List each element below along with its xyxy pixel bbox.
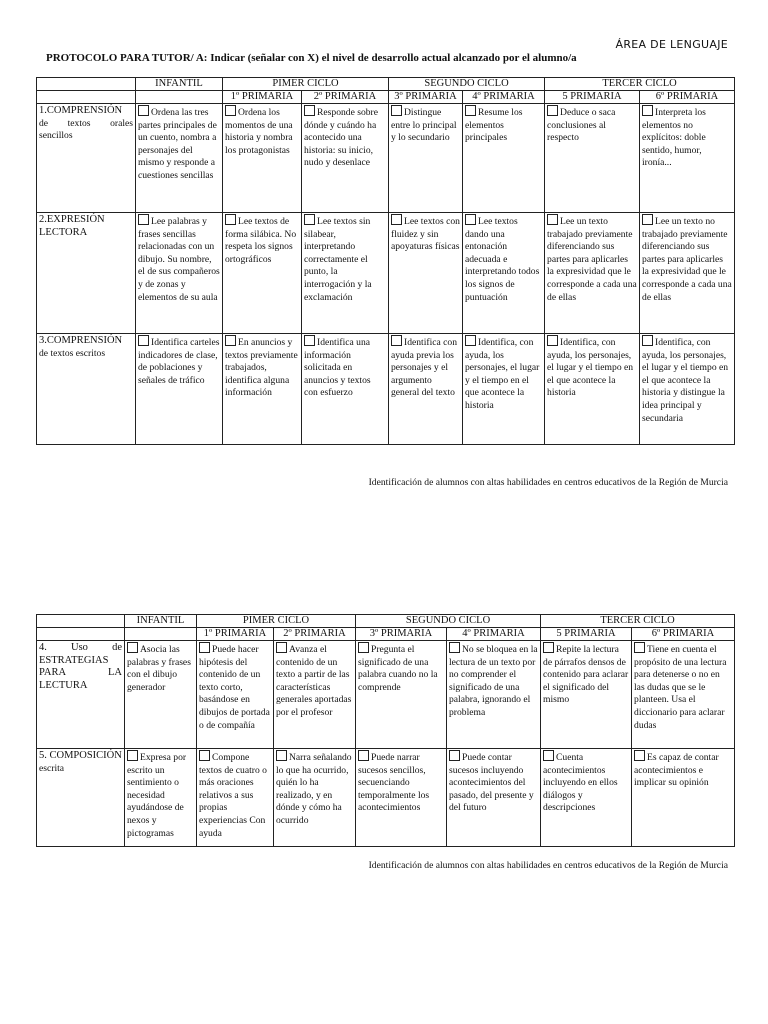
header-infantil: INFANTIL — [136, 78, 223, 91]
level-checkbox[interactable] — [543, 750, 554, 761]
header-1-primaria: 1º PRIMARIA — [197, 628, 274, 641]
level-checkbox[interactable] — [127, 642, 138, 653]
level-cell: Resume los elementos principales — [463, 104, 545, 213]
footer-note: Identificación de alumnos con altas habilidades en centros educativos de la Región de Murcia — [368, 860, 728, 871]
level-cell: Ordena los momentos de una historia y nombra los protagonistas — [223, 104, 302, 213]
level-cell: Lee un texto no trabajado previamente diferenciando sus partes para aplicarles la expresividad que le corresponde a cada una de ellas — [640, 213, 735, 334]
level-checkbox[interactable] — [547, 335, 558, 346]
level-checkbox[interactable] — [449, 642, 460, 653]
header-empty — [125, 628, 197, 641]
level-checkbox[interactable] — [199, 750, 210, 761]
table-row — [37, 213, 735, 334]
level-checkbox[interactable] — [391, 214, 402, 225]
header-2-primaria: 2º PRIMARIA — [274, 628, 356, 641]
level-cell: Deduce o saca conclusiones al respecto — [545, 104, 640, 213]
level-cell: Ordena las tres partes principales de un cuento, nombra a personajes del mismo y responde a cuestiones sencillas — [136, 104, 223, 213]
level-cell: Pregunta el significado de una palabra cuando no la comprende — [356, 641, 447, 749]
level-cell: Asocia las palabras y frases con el dibujo generador — [125, 641, 197, 749]
level-cell: Interpreta los elementos no explícitos: doble sentido, humor, ironía... — [640, 104, 735, 213]
level-cell: Responde sobre dónde y cuándo ha acontecido una historia: su inicio, nudo y desenlace — [302, 104, 389, 213]
level-cell: Identifica, con ayuda, los personajes, el lugar y el tiempo en el que acontece la historia — [463, 334, 545, 445]
level-checkbox[interactable] — [304, 214, 315, 225]
level-cell: Lee textos con fluidez y sin apoyaturas físicas — [389, 213, 463, 334]
level-cell: Avanza el contenido de un texto a partir de las características generales aportadas por el profesor — [274, 641, 356, 749]
table-row — [37, 749, 735, 847]
level-cell: Distingue entre lo principal y lo secundario — [389, 104, 463, 213]
level-cell: Repite la lectura de párrafos densos de contenido para aclarar el significado del mismo — [541, 641, 632, 749]
level-checkbox[interactable] — [465, 105, 476, 116]
footer-note: Identificación de alumnos con altas habilidades en centros educativos de la Región de Murcia — [368, 477, 728, 488]
level-checkbox[interactable] — [465, 335, 476, 346]
header-empty — [37, 78, 136, 91]
level-cell: Puede hacer hipótesis del contenido de un texto corto, basándose en dibujos de portada o de compañía — [197, 641, 274, 749]
header-empty — [37, 628, 125, 641]
level-cell: Es capaz de contar acontecimientos e implicar su opinión — [632, 749, 735, 847]
level-cell: Identifica con ayuda previa los personajes y el argumento general del texto — [389, 334, 463, 445]
header-4-primaria: 4º PRIMARIA — [463, 91, 545, 104]
level-checkbox[interactable] — [304, 335, 315, 346]
header-3-primaria: 3º PRIMARIA — [356, 628, 447, 641]
header-ciclo-3: TERCER CICLO — [541, 615, 735, 628]
level-cell: Puede narrar sucesos sencillos, secuenciando temporalmente los acontecimientos — [356, 749, 447, 847]
level-cell: Cuenta acontecimientos incluyendo en ellos diálogos y descripciones — [541, 749, 632, 847]
level-cell: Identifica carteles indicadores de clase, de poblaciones y señales de tráfico — [136, 334, 223, 445]
header-ciclo-3: TERCER CICLO — [545, 78, 735, 91]
level-checkbox[interactable] — [634, 750, 645, 761]
level-cell: Identifica, con ayuda, los personajes, el lugar y el tiempo en el que acontece la historia — [545, 334, 640, 445]
level-table-2 — [36, 614, 735, 847]
header-ciclo-1: PIMER CICLO — [197, 615, 356, 628]
level-checkbox[interactable] — [634, 642, 645, 653]
level-checkbox[interactable] — [642, 105, 653, 116]
level-checkbox[interactable] — [547, 214, 558, 225]
level-checkbox[interactable] — [138, 214, 149, 225]
header-6-primaria: 6º PRIMARIA — [640, 91, 735, 104]
level-checkbox[interactable] — [543, 642, 554, 653]
level-checkbox[interactable] — [391, 335, 402, 346]
level-checkbox[interactable] — [225, 105, 236, 116]
level-cell: Lee textos sin silabear, interpretando correctamente el punto, la interrogación y la exclamación — [302, 213, 389, 334]
level-cell: Lee textos de forma silábica. No respeta los signos ortográficos — [223, 213, 302, 334]
header-infantil: INFANTIL — [125, 615, 197, 628]
level-checkbox[interactable] — [642, 214, 653, 225]
level-checkbox[interactable] — [276, 750, 287, 761]
row-header: 1.COMPRENSIÓN de textos orales sencillos — [37, 104, 136, 213]
table-row — [37, 104, 735, 213]
level-cell: Tiene en cuenta el propósito de una lectura para detenerse o no en las dudas que se le planteen. Usa el diccionario para aclarar dudas — [632, 641, 735, 749]
level-checkbox[interactable] — [547, 105, 558, 116]
level-checkbox[interactable] — [642, 335, 653, 346]
level-cell: Compone textos de cuatro o más oraciones relativos a sus propias experiencias Con ayuda — [197, 749, 274, 847]
level-cell: Identifica, con ayuda, los personajes, el lugar y el tiempo en el que acontece la historia y distingue la idea principal y secundaria — [640, 334, 735, 445]
level-cell: Puede contar sucesos incluyendo acontecimientos del pasado, del presente y del futuro — [447, 749, 541, 847]
level-checkbox[interactable] — [127, 750, 138, 761]
row-header: 5. COMPOSICIÓN escrita — [37, 749, 125, 847]
level-cell: Lee palabras y frases sencillas relacionadas con un dibujo. Su nombre, el de sus compañeros y de zonas y elementos de su aula — [136, 213, 223, 334]
header-2-primaria: 2º PRIMARIA — [302, 91, 389, 104]
row-header: 3.COMPRENSIÓN de textos escritos — [37, 334, 136, 445]
header-ciclo-2: SEGUNDO CICLO — [389, 78, 545, 91]
area-label: ÁREA DE LENGUAJE — [615, 38, 728, 51]
header-4-primaria: 4º PRIMARIA — [447, 628, 541, 641]
table-row — [37, 641, 735, 749]
protocol-title: PROTOCOLO PARA TUTOR/ A: Indicar (señalar con X) el nivel de desarrollo actual alcanzado por el alumno/a — [46, 52, 577, 64]
level-checkbox[interactable] — [225, 214, 236, 225]
header-1-primaria: 1º PRIMARIA — [223, 91, 302, 104]
header-5-primaria: 5 PRIMARIA — [545, 91, 640, 104]
level-cell: Expresa por escrito un sentimiento o necesidad ayudándose de nexos y pictogramas — [125, 749, 197, 847]
header-5-primaria: 5 PRIMARIA — [541, 628, 632, 641]
level-checkbox[interactable] — [138, 335, 149, 346]
level-table-1 — [36, 77, 735, 445]
level-checkbox[interactable] — [225, 335, 236, 346]
row-header: 4. Uso de ESTRATEGIAS PARA LA LECTURA — [37, 641, 125, 749]
level-cell: En anuncios y textos previamente trabajados, identifica alguna información — [223, 334, 302, 445]
level-checkbox[interactable] — [391, 105, 402, 116]
level-checkbox[interactable] — [199, 642, 210, 653]
header-empty — [136, 91, 223, 104]
level-cell: Identifica una información solicitada en anuncios y textos con esfuerzo — [302, 334, 389, 445]
level-cell: No se bloquea en la lectura de un texto por no comprender el significado de una palabra, ignorando el problema — [447, 641, 541, 749]
row-header: 2.EXPRESIÓN LECTORA — [37, 213, 136, 334]
header-empty — [37, 91, 136, 104]
level-checkbox[interactable] — [449, 750, 460, 761]
level-cell: Narra señalando lo que ha ocurrido, quién lo ha realizado, y en dónde y cómo ha ocurrido — [274, 749, 356, 847]
header-ciclo-1: PIMER CICLO — [223, 78, 389, 91]
level-checkbox[interactable] — [304, 105, 315, 116]
level-checkbox[interactable] — [276, 642, 287, 653]
level-cell: Lee textos dando una entonación adecuada e interpretando todos los signos de puntuación — [463, 213, 545, 334]
header-3-primaria: 3º PRIMARIA — [389, 91, 463, 104]
level-checkbox[interactable] — [465, 214, 476, 225]
level-checkbox[interactable] — [358, 750, 369, 761]
level-checkbox[interactable] — [358, 642, 369, 653]
header-6-primaria: 6º PRIMARIA — [632, 628, 735, 641]
header-ciclo-2: SEGUNDO CICLO — [356, 615, 541, 628]
level-checkbox[interactable] — [138, 105, 149, 116]
header-empty — [37, 615, 125, 628]
level-cell: Lee un texto trabajado previamente diferenciando sus partes para aplicarles la expresividad que le corresponde a cada una de ellas — [545, 213, 640, 334]
table-row — [37, 334, 735, 445]
